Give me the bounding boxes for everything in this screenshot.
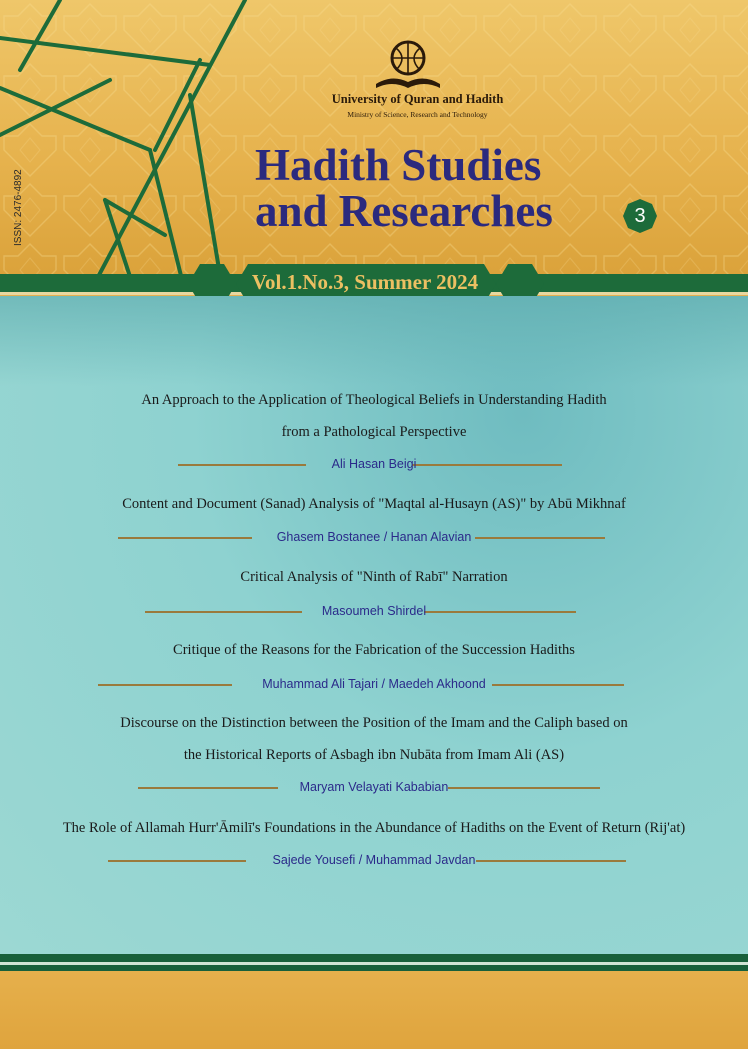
ministry-name: Ministry of Science, Research and Technology: [347, 110, 488, 119]
issue-badge-number: 3: [634, 205, 646, 227]
article-2-title: Content and Document (Sanad) Analysis of "Maqtal al-Husayn (AS)" by Abū Mikhnaf: [122, 496, 626, 512]
author-name: Ali Hasan Beigi: [331, 457, 417, 471]
university-logo-icon: [368, 38, 448, 94]
article-6-authors: [0, 852, 748, 868]
university-name: University of Quran and Hadith: [331, 92, 504, 106]
article-1-authors: [0, 456, 748, 472]
article-5-title-line-2: the Historical Reports of Asbagh ibn Nubāta from Imam Ali (AS): [183, 747, 565, 763]
cover-footer: [0, 971, 748, 1049]
article-3-title: Critical Analysis of "Ninth of Rabī" Narration: [240, 569, 508, 585]
bottom-band: [0, 954, 748, 962]
article-4-authors: [0, 676, 748, 692]
author-name: Masoumeh Shirdel: [321, 604, 427, 618]
article-5-authors: [0, 779, 748, 795]
article-2-authors: [0, 529, 748, 545]
article-6-title: The Role of Allamah Hurr'Āmilī's Foundations in the Abundance of Hadiths on the Event of Return (Rij'at): [62, 820, 686, 836]
author-name: Ghasem Bostanee / Hanan Alavian: [276, 530, 472, 544]
journal-title-line-2: and Researches: [255, 186, 553, 236]
article-1-title-line-1: An Approach to the Application of Theological Beliefs in Understanding Hadith: [141, 392, 607, 408]
article-3-authors: [0, 603, 748, 619]
article-5-title-line-1: Discourse on the Distinction between the Position of the Imam and the Caliph based on: [120, 715, 628, 731]
author-name: Sajede Yousefi / Muhammad Javdan: [272, 853, 476, 867]
article-4-title: Critique of the Reasons for the Fabrication of the Succession Hadiths: [173, 642, 575, 658]
cover-header: [0, 0, 748, 292]
journal-title-line-1: Hadith Studies: [255, 140, 542, 190]
volume-info: Vol.1.No.3, Summer 2024: [251, 270, 479, 294]
author-name: Maryam Velayati Kababian: [299, 780, 449, 794]
author-name: Muhammad Ali Tajari / Maedeh Akhoond: [262, 677, 486, 691]
issn-label: ISSN: 2476-4892: [13, 169, 24, 246]
article-1-title-line-2: from a Pathological Perspective: [281, 424, 467, 440]
